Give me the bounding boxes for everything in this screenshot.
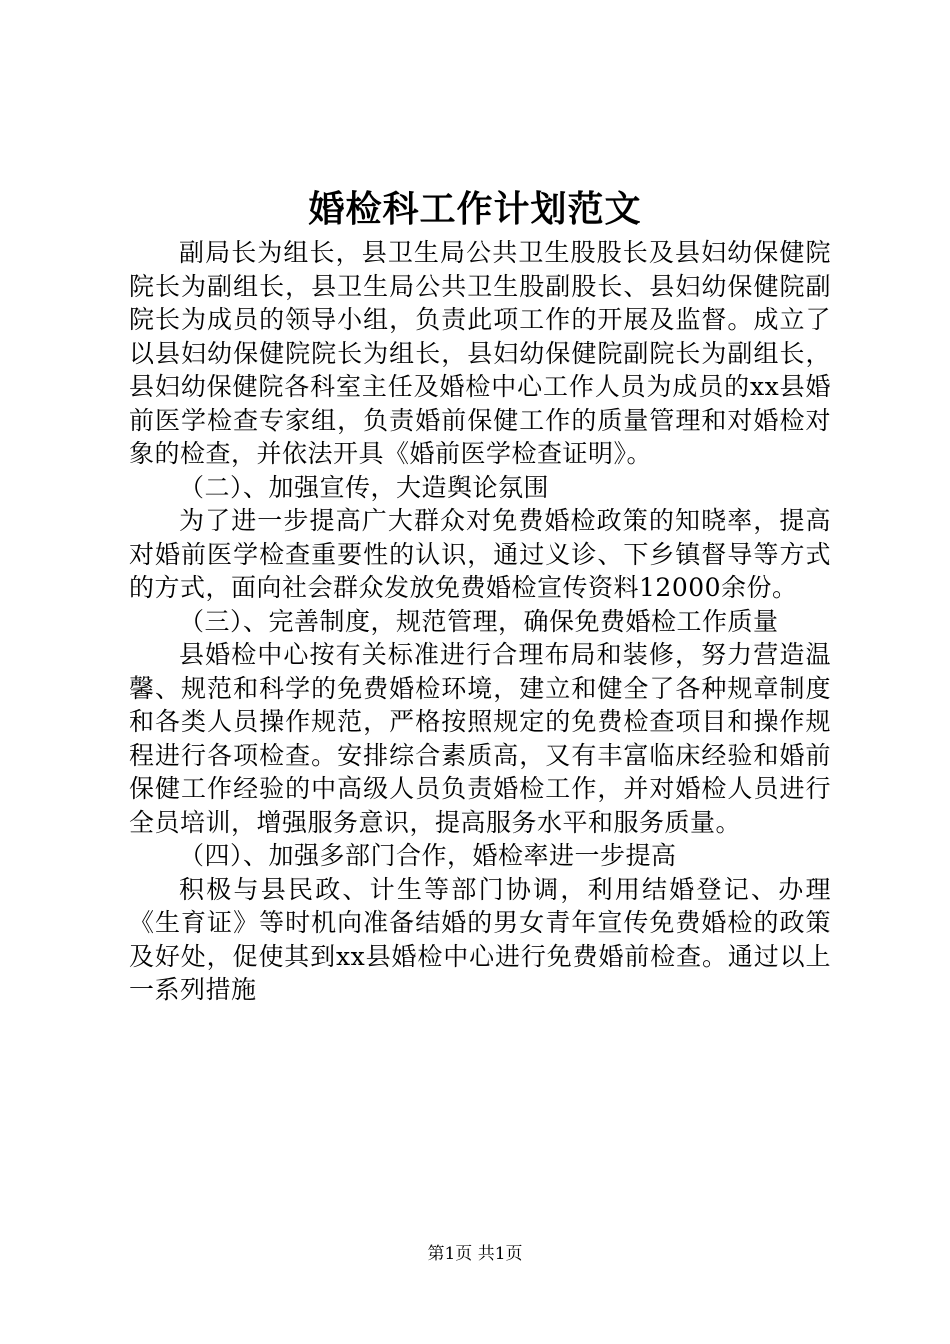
- section-heading: （二）、加强宣传，大造舆论氛围: [179, 472, 550, 502]
- document-body: [129, 236, 831, 1007]
- document-title: 婚检科工作计划范文: [308, 188, 642, 230]
- section-heading: （三）、完善制度，规范管理，确保免费婚检工作质量: [179, 606, 779, 636]
- page-footer: 第1页 共1页: [427, 1244, 523, 1264]
- body-paragraph: 县婚检中心按有关标准进行合理布局和装修，努力营造温馨、规范和科学的免费婚检环境，建立和健全了各种规章制度和各类人员操作规范，严格按照规定的免费检查项目和操作规程进行各项检查。安排综合素质高，又有丰富临床经验和婚前保健工作经验的中高级人员负责婚检工作，并对婚检人员进行全员培训，增强服务意识，提高服务水平和服务质量。: [129, 640, 831, 837]
- body-paragraph: 副局长为组长，县卫生局公共卫生股股长及县妇幼保健院院长为副组长，县卫生局公共卫生股副股长、县妇幼保健院副院长为成员的领导小组，负责此项工作的开展及监督。成立了以县妇幼保健院院长为组长，县妇幼保健院副院长为副组长，县妇幼保健院各科室主任及婚检中心工作人员为成员的xx县婚前医学检查专家组，负责婚前保健工作的质量管理和对婚检对象的检查，并依法开具《婚前医学检查证明》。: [129, 238, 831, 468]
- body-paragraph: 为了进一步提高广大群众对免费婚检政策的知晓率，提高对婚前医学检查重要性的认识，通过义诊、下乡镇督导等方式的方式，面向社会群众发放免费婚检宣传资料12000余份。: [129, 506, 831, 602]
- section-heading: （四）、加强多部门合作，婚检率进一步提高: [179, 841, 677, 870]
- body-paragraph: 积极与县民政、计生等部门协调，利用结婚登记、办理《生育证》等时机向准备结婚的男女青年宣传免费婚检的政策及好处，促使其到xx县婚检中心进行免费婚前检查。通过以上一系列措施: [129, 874, 831, 1004]
